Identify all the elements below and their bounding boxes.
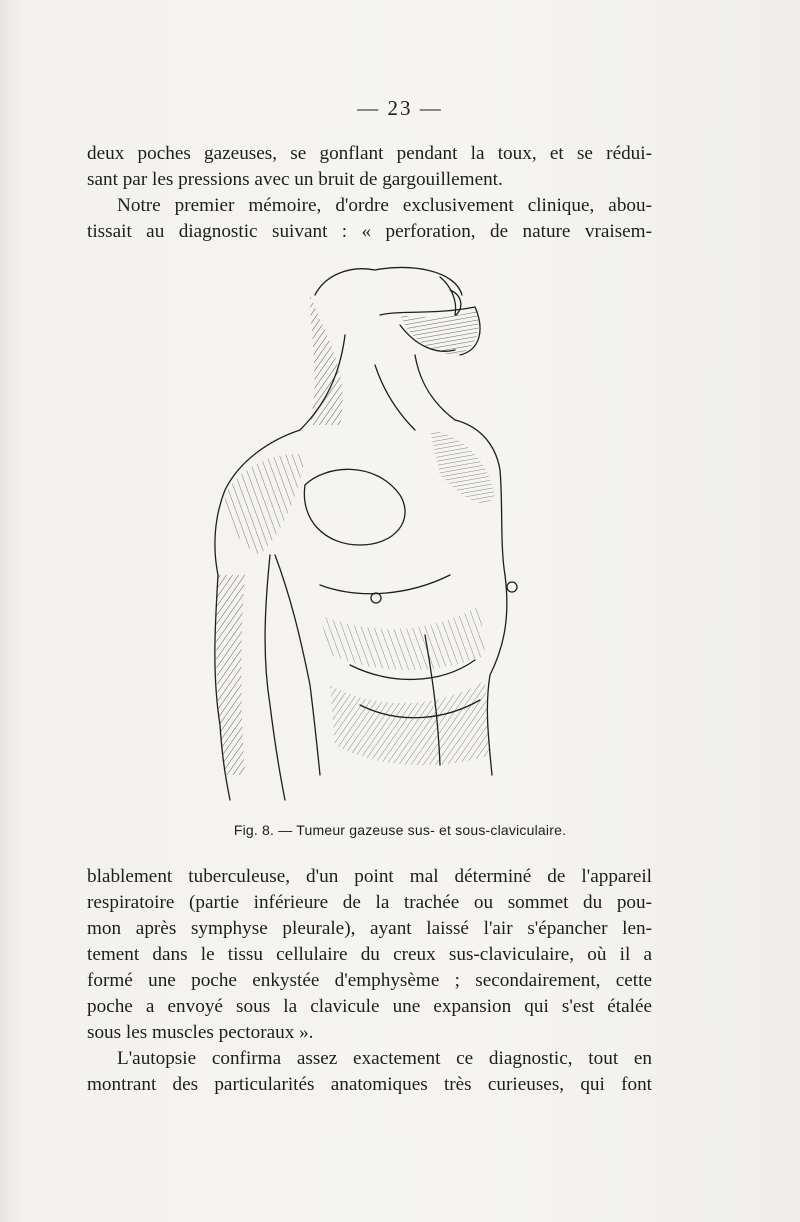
page-number: — 23 — xyxy=(357,96,443,120)
text-line: tement dans le tissu cellulaire du creux sus-claviculaire, où il a xyxy=(87,944,652,965)
text-line: L'autopsie confirma assez exactement ce diagnostic, tout en xyxy=(117,1048,652,1069)
text-line: sous les muscles pectoraux ». xyxy=(87,1022,314,1043)
text-line: sant par les pressions avec un bruit de gargouillement. xyxy=(87,169,503,190)
text-line: poche a envoyé sous la clavicule une expansion qui s'est étalée xyxy=(87,996,652,1017)
text-line: blablement tuberculeuse, d'un point mal déterminé de l'appareil xyxy=(87,866,652,887)
text-line: Notre premier mémoire, d'ordre exclusivement clinique, abou- xyxy=(117,195,652,216)
top-paragraph xyxy=(87,141,652,245)
text-line: montrant des particularités anatomiques très curieuses, qui font xyxy=(87,1074,652,1095)
text-line: mon après symphyse pleurale), ayant laissé l'air s'épancher len- xyxy=(87,918,652,939)
text-line: respiratoire (partie inférieure de la trachée ou sommet du pou- xyxy=(87,892,652,913)
text-line: tissait au diagnostic suivant : « perforation, de nature vraisem- xyxy=(87,221,652,242)
figure-caption: Fig. 8. — Tumeur gazeuse sus- et sous-claviculaire. xyxy=(233,822,567,838)
bottom-paragraph xyxy=(87,864,652,1098)
text-line: deux poches gazeuses, se gonflant pendant la toux, et se rédui- xyxy=(87,143,652,164)
figure-illustration xyxy=(200,255,550,815)
torso-engraving xyxy=(200,255,550,815)
text-line: formé une poche enkystée d'emphysème ; secondairement, cette xyxy=(87,970,652,991)
